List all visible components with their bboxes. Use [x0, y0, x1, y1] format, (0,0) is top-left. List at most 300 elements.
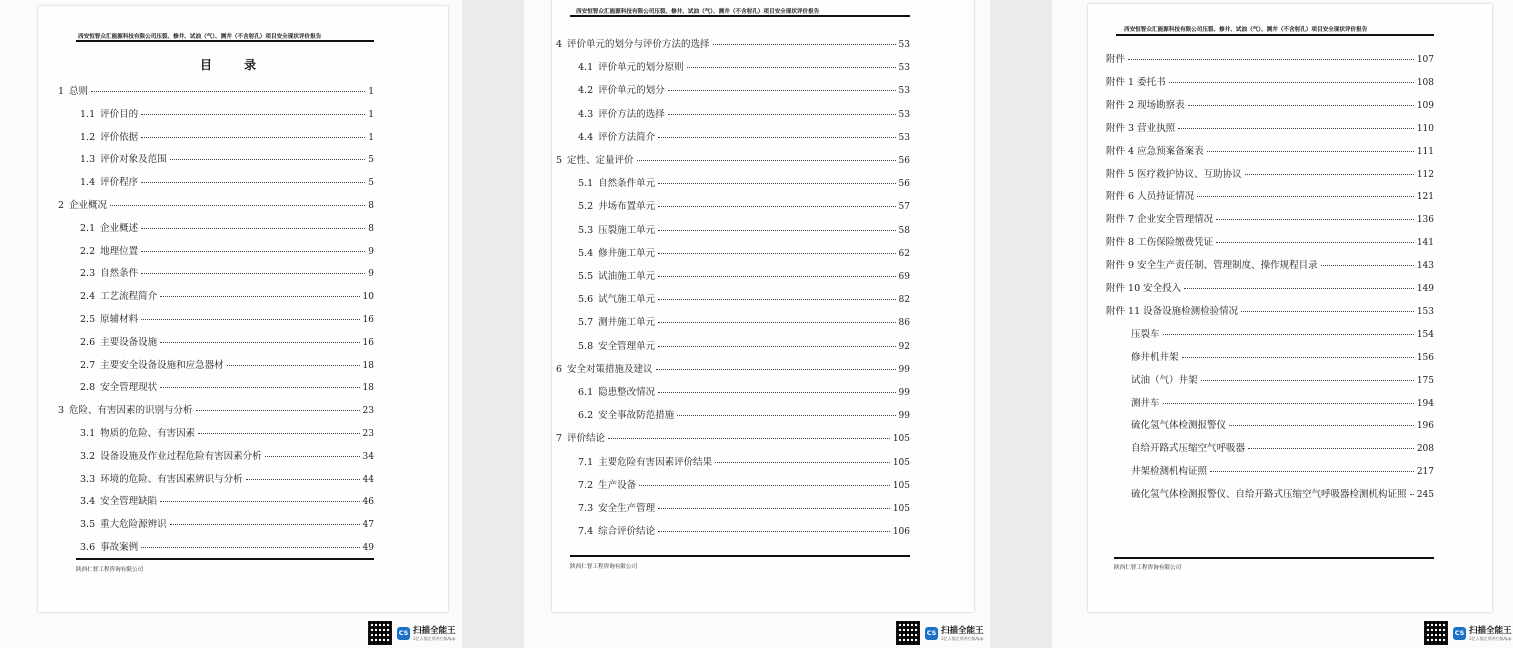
toc-entry	[80, 243, 374, 257]
toc-entry	[578, 245, 910, 259]
camscanner-logo-icon: CS	[925, 627, 938, 640]
toc-leader-dots	[196, 410, 360, 411]
toc-entry	[1106, 120, 1434, 134]
toc-entry-page: 69	[898, 272, 910, 282]
toc-entry-label: 企业概述	[100, 222, 139, 234]
toc-entry-label: 修井施工单元	[598, 247, 656, 259]
toc-leader-dots	[141, 547, 359, 548]
toc-entry	[1106, 280, 1434, 294]
toc-entry-label: 试气施工单元	[598, 294, 656, 306]
toc-entry-page: 105	[892, 457, 910, 468]
toc-entry-label: 附件 1 委托书	[1106, 76, 1166, 88]
toc-entry	[1106, 211, 1434, 225]
toc-entry-number: 5.7	[578, 317, 594, 329]
toc-entry-number: 2	[58, 200, 65, 211]
toc-entry-label: 修井机井架	[1131, 351, 1179, 363]
toc-entry-page: 245	[1416, 490, 1434, 501]
toc-entry-number: 2.4	[80, 291, 96, 303]
toc-entry-page: 49	[362, 543, 374, 553]
toc-entry-page: 53	[898, 86, 910, 97]
toc-leader-dots	[658, 206, 895, 207]
toc-entry	[1106, 303, 1434, 317]
toc-entry	[80, 516, 374, 530]
toc-entry-number: 3.5	[80, 519, 96, 531]
toc-entry-page: 136	[1416, 215, 1434, 226]
toc-entry	[578, 106, 910, 120]
toc-entry-number: 2.5	[80, 314, 96, 325]
toc-entry-label: 评价目的	[100, 108, 139, 120]
toc-entry-page: 53	[898, 40, 910, 50]
toc-entry	[1106, 166, 1434, 180]
toc-entry-number: 2.6	[80, 336, 96, 348]
scanner-watermark	[1424, 621, 1512, 645]
page-gap-2	[990, 0, 1052, 648]
toc-entry-label: 自然条件	[100, 268, 139, 280]
toc-leader-dots	[141, 319, 359, 320]
toc-entry-page: 34	[362, 451, 374, 462]
camscanner-logo-icon: CS	[1453, 627, 1466, 640]
toc-entry-number: 3.6	[80, 542, 96, 553]
toc-entry-page: 121	[1416, 192, 1434, 203]
toc-entry	[578, 338, 910, 352]
toc-entry-page: 56	[898, 156, 910, 166]
toc-entry	[578, 314, 910, 328]
toc-leader-dots	[713, 44, 896, 45]
toc-leader-dots	[637, 160, 896, 161]
toc-leader-dots	[1163, 334, 1414, 335]
toc-entry	[578, 222, 910, 236]
toc-entry-page: 105	[892, 434, 910, 445]
toc-entry-label: 试油施工单元	[598, 271, 656, 282]
toc-entry	[578, 175, 910, 189]
toc-entry-number: 1.2	[80, 131, 96, 143]
toc-entry-number: 5.5	[578, 271, 594, 282]
toc-entry-page: 149	[1416, 284, 1434, 294]
toc-leader-dots	[91, 91, 365, 92]
page-header: 西安恒智众汇能源科技有限公司压裂、修井、试油（气）、测井（不含射孔）项目安全现状评价报告	[576, 9, 820, 15]
toc-entry-number: 7.1	[578, 456, 594, 468]
toc-entry-page: 82	[898, 295, 910, 306]
scanner-tagline: 3亿人都在用的扫描App	[941, 636, 984, 641]
footer-rule	[1114, 557, 1434, 559]
toc-entry-page: 57	[898, 202, 910, 213]
toc-entry-page: 107	[1416, 55, 1434, 65]
toc-entry	[556, 152, 910, 166]
toc-title: 目 录	[200, 58, 271, 72]
toc-entry-page: 23	[362, 429, 374, 439]
toc-entry-number: 3.4	[80, 496, 96, 508]
toc-leader-dots	[1163, 403, 1414, 404]
toc-entry	[1106, 51, 1434, 65]
toc-entry	[556, 361, 910, 375]
toc-entry-page: 58	[898, 225, 910, 236]
toc-leader-dots	[1188, 105, 1414, 106]
toc-leader-dots	[1201, 380, 1414, 381]
toc-entry-label: 主要设备设施	[100, 336, 158, 348]
toc-entry-label: 综合评价结论	[598, 526, 656, 538]
toc-entry-label: 自给开路式压缩空气呼吸器	[1131, 443, 1246, 455]
toc-entry	[58, 197, 374, 211]
toc-leader-dots	[658, 531, 890, 532]
scanner-watermark	[368, 621, 456, 645]
toc-entry-label: 主要安全设备设施和应急器材	[100, 359, 224, 371]
toc-entry	[80, 311, 374, 325]
toc-leader-dots	[227, 365, 360, 366]
toc-leader-dots	[160, 296, 359, 297]
toc-entry-page: 110	[1416, 123, 1434, 134]
toc-leader-dots	[658, 253, 895, 254]
toc-leader-dots	[668, 114, 896, 115]
toc-entry-label: 安全生产管理	[598, 503, 656, 514]
toc-entry-number: 1.4	[80, 177, 96, 189]
qr-code-icon	[896, 621, 920, 645]
toc-entry-label: 总则	[69, 86, 89, 97]
toc-entry-label: 井场布置单元	[598, 201, 656, 213]
toc-leader-dots	[1197, 196, 1414, 197]
toc-entry-label: 井架检测机构证照	[1131, 466, 1208, 478]
toc-leader-dots	[1241, 311, 1414, 312]
toc-entry	[80, 129, 374, 143]
toc-leader-dots	[658, 508, 890, 509]
toc-entry-page: 99	[898, 388, 910, 398]
toc-leader-dots	[160, 342, 359, 343]
toc-entry-page: 8	[368, 223, 374, 234]
toc-entry-page: 208	[1416, 444, 1434, 455]
toc-entry	[578, 407, 910, 421]
toc-entry-label: 硫化氢气体检测报警仪	[1131, 420, 1227, 432]
toc-leader-dots	[141, 228, 365, 229]
toc-entry-page: 5	[368, 155, 374, 166]
qr-code-icon	[368, 621, 392, 645]
header-rule	[570, 15, 910, 17]
toc-entry-page: 106	[892, 527, 910, 538]
toc-entry-page: 10	[362, 292, 374, 303]
toc-entry-label: 测井车	[1131, 397, 1160, 409]
toc-entry-page: 1	[368, 87, 374, 97]
toc-entry-number: 1.3	[80, 154, 96, 166]
toc-leader-dots	[170, 159, 366, 160]
toc-entry-page: 108	[1416, 77, 1434, 88]
toc-entry-number: 3.1	[80, 428, 96, 439]
toc-entry-label: 附件 10 安全投入	[1106, 283, 1182, 294]
toc-entry-number: 4	[556, 39, 563, 50]
toc-leader-dots	[265, 456, 360, 457]
toc-leader-dots	[668, 90, 896, 91]
toc-entry	[578, 477, 910, 491]
toc-entry	[1106, 257, 1434, 271]
toc-entry	[1106, 143, 1434, 157]
toc-entry-page: 99	[898, 364, 910, 375]
toc-entry-number: 7.4	[578, 526, 594, 538]
toc-entry-label: 重大危险源辨识	[100, 519, 167, 531]
toc-entry-label: 压裂车	[1131, 328, 1160, 340]
toc-entry-page: 156	[1416, 352, 1434, 363]
toc-entry-page: 44	[362, 474, 374, 485]
page-footer: 陕西仁智工程咨询有限公司	[570, 564, 638, 570]
toc-leader-dots	[656, 369, 896, 370]
toc-entry-number: 2.3	[80, 268, 96, 280]
toc-leader-dots	[639, 485, 890, 486]
toc-leader-dots	[1169, 82, 1414, 83]
toc-leader-dots	[1216, 219, 1414, 220]
toc-entry	[80, 425, 374, 439]
toc-entry-page: 23	[362, 406, 374, 417]
toc-leader-dots	[658, 276, 895, 277]
toc-entry-page: 112	[1416, 169, 1434, 180]
toc-entry-label: 地理位置	[100, 245, 139, 257]
toc-entry-label: 设备设施及作业过程危险有害因素分析	[100, 450, 262, 462]
toc-entry-page: 53	[898, 109, 910, 120]
toc-entry-number: 5.4	[578, 247, 594, 259]
toc-leader-dots	[1182, 357, 1414, 358]
toc-entry-page: 16	[362, 337, 374, 348]
toc-entry	[578, 384, 910, 398]
toc-entry	[1131, 463, 1434, 477]
toc-entry-page: 9	[368, 246, 374, 257]
scanner-tagline: 3亿人都在用的扫描App	[1469, 636, 1512, 641]
toc-entry	[80, 379, 374, 393]
toc-entry-number: 2.2	[80, 245, 96, 257]
toc-entry-page: 1	[368, 109, 374, 120]
toc-entry-number: 5.8	[578, 340, 594, 352]
toc-entry	[556, 430, 910, 444]
toc-entry	[80, 174, 374, 188]
toc-entry-label: 试油（气）井架	[1131, 374, 1198, 386]
toc-entry	[80, 448, 374, 462]
toc-entry	[1131, 326, 1434, 340]
toc-entry-label: 附件 7 企业安全管理情况	[1106, 214, 1214, 226]
toc-entry-label: 评价方法的选择	[598, 108, 665, 120]
toc-entry	[578, 291, 910, 305]
toc-entry-number: 3.3	[80, 473, 96, 485]
toc-leader-dots	[1248, 448, 1414, 449]
toc-entry-page: 86	[898, 318, 910, 329]
toc-entry-label: 定性、定量评价	[567, 155, 634, 166]
toc-entry-page: 154	[1416, 329, 1434, 340]
toc-leader-dots	[170, 524, 360, 525]
toc-entry-label: 附件 11 设备设施检测检验情况	[1106, 305, 1239, 317]
footer-rule	[570, 555, 910, 557]
toc-entry-label: 工艺流程简介	[100, 291, 158, 303]
toc-leader-dots	[141, 137, 365, 138]
toc-entry-label: 事故案例	[100, 542, 139, 553]
toc-leader-dots	[198, 433, 359, 434]
footer-rule	[76, 558, 374, 560]
toc-entry-page: 53	[898, 132, 910, 143]
toc-entry-page: 8	[368, 201, 374, 211]
toc-entry-page: 111	[1416, 146, 1434, 157]
toc-leader-dots	[608, 438, 890, 439]
toc-entry-number: 3	[58, 405, 65, 417]
toc-leader-dots	[687, 67, 896, 68]
toc-entry-number: 7.2	[578, 479, 594, 491]
toc-entry-page: 92	[898, 341, 910, 352]
toc-entry-label: 压裂施工单元	[598, 224, 656, 236]
toc-entry	[1131, 417, 1434, 431]
toc-entry-label: 企业概况	[69, 200, 108, 211]
toc-entry-page: 1	[368, 132, 374, 143]
toc-entry	[80, 220, 374, 234]
toc-entry-label: 环境的危险、有害因素辨识与分析	[100, 473, 243, 485]
toc-entry-page: 217	[1416, 467, 1434, 478]
toc-leader-dots	[658, 322, 895, 323]
toc-entry	[578, 82, 910, 96]
toc-entry-page: 105	[892, 480, 910, 491]
toc-entry-page: 153	[1416, 306, 1434, 317]
toc-entry-number: 2.1	[80, 222, 96, 234]
toc-entry-page: 18	[362, 360, 374, 371]
toc-entry-page: 47	[362, 520, 374, 531]
toc-entry-number: 4.2	[578, 85, 594, 97]
toc-entry-number: 6.1	[578, 387, 594, 398]
toc-leader-dots	[141, 114, 365, 115]
toc-leader-dots	[1184, 288, 1414, 289]
page-footer: 陕西仁智工程咨询有限公司	[76, 567, 144, 573]
toc-entry-label: 附件 9 安全生产责任制、管理制度、操作规程目录	[1106, 260, 1318, 272]
toc-entry-page: 109	[1416, 100, 1434, 111]
toc-entry	[556, 36, 910, 50]
toc-entry-number: 4.1	[578, 62, 594, 74]
page-gap-1	[462, 0, 524, 648]
toc-entry-page: 196	[1416, 421, 1434, 432]
toc-leader-dots	[110, 205, 365, 206]
toc-entry-label: 附件 4 应急预案备案表	[1106, 145, 1204, 157]
toc-entry	[578, 198, 910, 212]
toc-entry-label: 评价程序	[100, 177, 139, 189]
toc-entry-number: 5.2	[578, 201, 594, 213]
toc-entry-page: 175	[1416, 375, 1434, 386]
toc-entry-label: 危险、有害因素的识别与分析	[69, 405, 193, 417]
toc-entry-label: 评价方法简介	[598, 131, 656, 143]
page-footer: 陕西仁智工程咨询有限公司	[1114, 565, 1182, 571]
toc-leader-dots	[1178, 128, 1414, 129]
scanner-watermark	[896, 621, 984, 645]
toc-entry-label: 自然条件单元	[598, 178, 656, 190]
toc-entry-page: 141	[1416, 238, 1434, 249]
toc-leader-dots	[1216, 242, 1414, 243]
toc-leader-dots	[1210, 471, 1414, 472]
toc-leader-dots	[658, 346, 895, 347]
toc-entry	[578, 268, 910, 282]
toc-leader-dots	[160, 387, 359, 388]
toc-entry-number: 1.1	[80, 108, 96, 120]
toc-leader-dots	[1245, 174, 1414, 175]
toc-entry-label: 测井施工单元	[598, 317, 656, 329]
toc-entry-page: 143	[1416, 261, 1434, 272]
toc-entry	[1131, 372, 1434, 386]
toc-entry-number: 7.3	[578, 503, 594, 514]
toc-entry-label: 评价单元的划分与评价方法的选择	[567, 39, 710, 50]
toc-entry-page: 5	[368, 178, 374, 189]
toc-leader-dots	[246, 479, 360, 480]
toc-entry	[1106, 97, 1434, 111]
toc-entry-label: 安全事故防范措施	[598, 410, 675, 422]
header-rule	[1116, 34, 1434, 36]
toc-entry-label: 附件	[1106, 54, 1126, 65]
toc-entry	[80, 106, 374, 120]
toc-entry-number: 7	[556, 433, 563, 445]
toc-entry-number: 6	[556, 363, 563, 375]
toc-entry	[578, 454, 910, 468]
toc-entry-label: 附件 6 人员持证情况	[1106, 191, 1195, 203]
toc-entry-page: 16	[362, 315, 374, 325]
toc-leader-dots	[658, 183, 895, 184]
toc-entry-page: 105	[892, 504, 910, 514]
toc-entry-label: 评价对象及范围	[100, 154, 167, 166]
toc-entry	[80, 334, 374, 348]
toc-entry	[80, 539, 374, 553]
toc-entry	[1131, 349, 1434, 363]
toc-entry-label: 物质的危险、有害因素	[100, 428, 196, 439]
toc-entry	[80, 151, 374, 165]
toc-leader-dots	[677, 415, 895, 416]
toc-entry-number: 1	[58, 86, 65, 97]
toc-entry	[578, 523, 910, 537]
toc-entry-label: 附件 5 医疗救护协议、互助协议	[1106, 168, 1242, 180]
scanner-name: 扫描全能王	[413, 626, 456, 636]
page-header: 西安恒智众汇能源科技有限公司压裂、修井、试油（气）、测井（不含射孔）项目安全现状评价报告	[1124, 27, 1368, 33]
toc-entry-number: 4.3	[578, 108, 594, 120]
header-rule	[76, 40, 374, 42]
toc-entry	[58, 83, 374, 97]
toc-entry	[1106, 74, 1434, 88]
toc-entry-page: 18	[362, 383, 374, 394]
toc-entry-number: 5.3	[578, 224, 594, 236]
toc-leader-dots	[141, 273, 365, 274]
toc-entry-number: 5.6	[578, 294, 594, 306]
toc-entry-page: 9	[368, 269, 374, 280]
toc-entry-number: 2.7	[80, 359, 96, 371]
toc-entry	[1131, 486, 1434, 500]
camscanner-logo-icon: CS	[397, 627, 410, 640]
toc-leader-dots	[141, 182, 365, 183]
toc-entry	[578, 59, 910, 73]
toc-leader-dots	[1207, 151, 1414, 152]
toc-entry-label: 安全管理单元	[598, 340, 656, 352]
toc-entry-number: 2.8	[80, 382, 96, 394]
toc-entry	[80, 357, 374, 371]
toc-entry-number: 6.2	[578, 410, 594, 422]
toc-entry	[578, 129, 910, 143]
toc-entry-number: 4.4	[578, 131, 594, 143]
qr-code-icon	[1424, 621, 1448, 645]
toc-entry-page: 56	[898, 179, 910, 190]
toc-entry-label: 安全管理现状	[100, 382, 158, 394]
toc-entry	[1131, 440, 1434, 454]
scanner-tagline: 3亿人都在用的扫描App	[413, 636, 456, 641]
toc-leader-dots	[658, 137, 895, 138]
toc-entry-page: 99	[898, 411, 910, 422]
toc-entry-number: 3.2	[80, 450, 96, 462]
toc-entry-label: 硫化氢气体检测报警仪、自给开路式压缩空气呼吸器检测机构证照	[1131, 489, 1407, 501]
page-header: 西安恒智众汇能源科技有限公司压裂、修井、试油（气）、测井（不含射孔）项目安全现状评价报告	[78, 34, 322, 40]
toc-entry	[1106, 234, 1434, 248]
toc-entry-label: 评价结论	[567, 433, 606, 445]
toc-entry-number: 5	[556, 155, 563, 166]
toc-entry-number: 5.1	[578, 178, 594, 190]
toc-entry-label: 安全对策措施及建议	[567, 363, 653, 375]
toc-entry	[80, 265, 374, 279]
toc-leader-dots	[141, 251, 365, 252]
toc-entry-label: 评价依据	[100, 131, 139, 143]
toc-entry-page: 46	[362, 497, 374, 508]
toc-entry	[80, 288, 374, 302]
toc-leader-dots	[1128, 59, 1414, 60]
toc-entry-page: 62	[898, 248, 910, 259]
toc-entry-page: 194	[1416, 398, 1434, 409]
toc-entry	[80, 471, 374, 485]
toc-entry-label: 安全管理缺陷	[100, 496, 158, 508]
